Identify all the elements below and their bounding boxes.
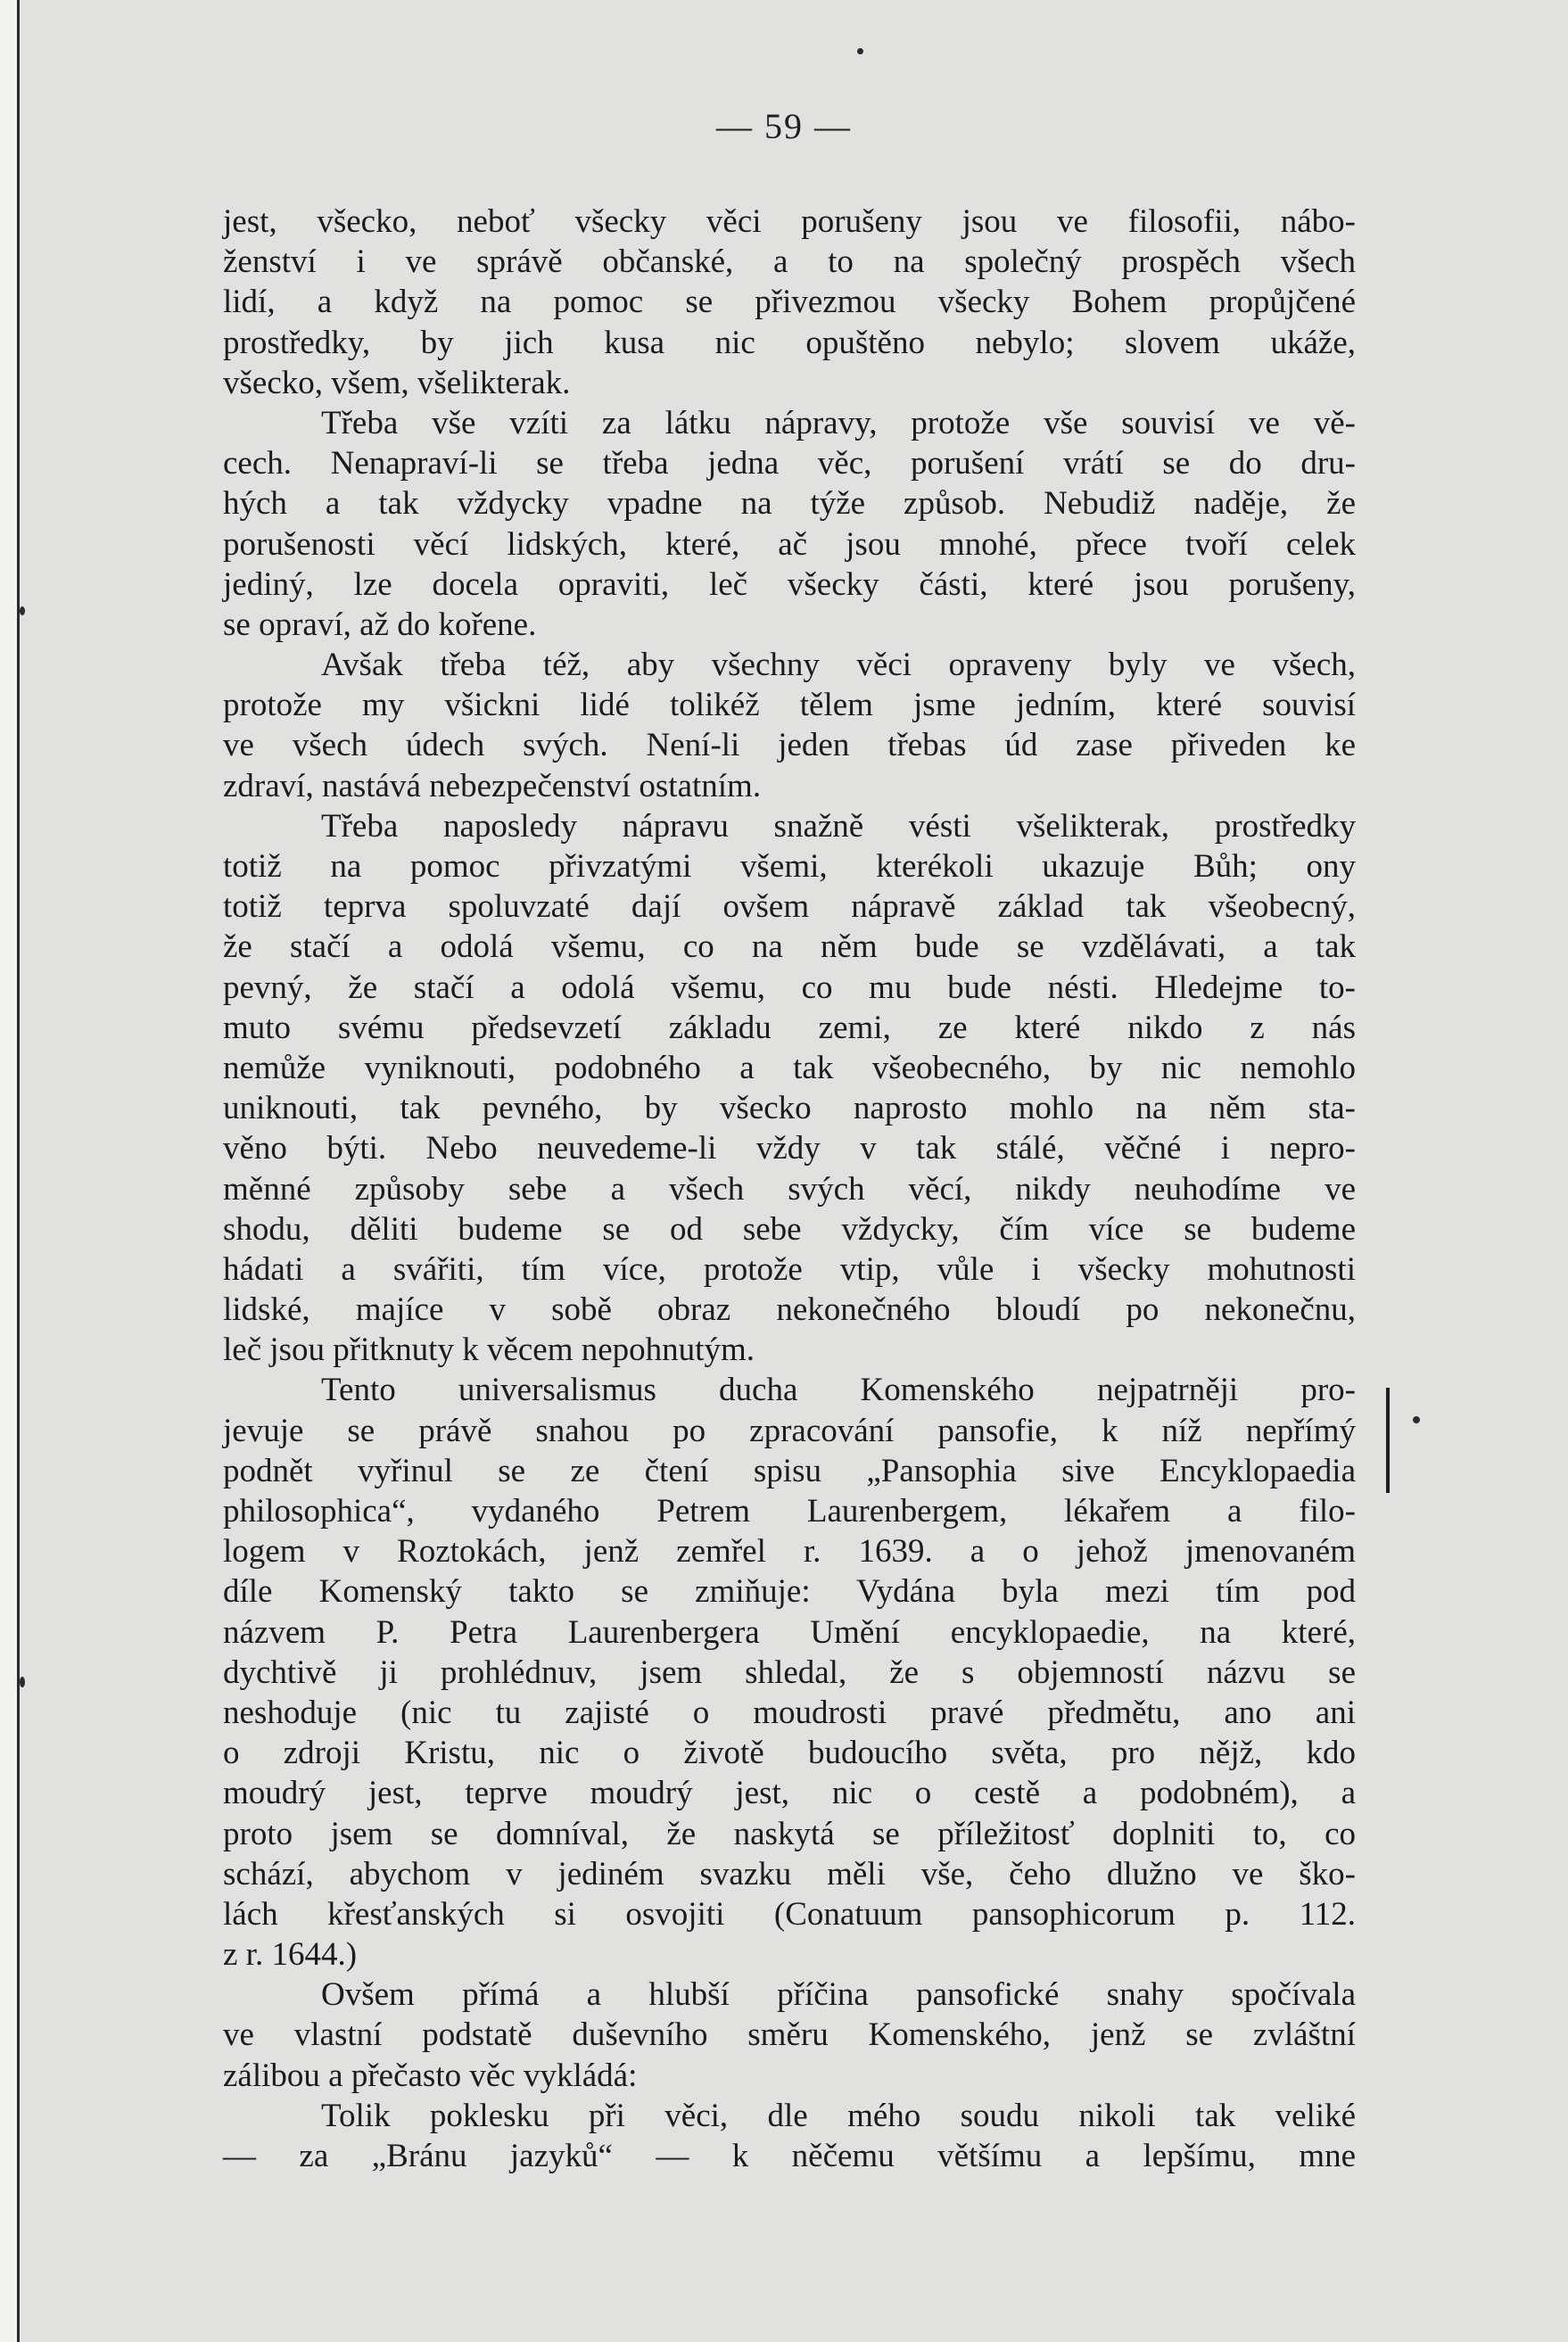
text-line: logem v Roztokách, jenž zemřel r. 1639. a o jehož jmenovaném <box>223 1533 1356 1571</box>
text-line: hých a tak vždycky vpadne na týže způsob. Nebudiž naděje, že <box>223 485 1356 523</box>
text-line: že stačí a odolá všemu, co na něm bude se vzdělávati, a tak <box>223 928 1356 966</box>
text-line: uniknouti, tak pevného, by všecko naprosto mohlo na něm sta- <box>223 1090 1356 1127</box>
ink-speck <box>857 48 863 54</box>
text-line: Tento universalismus ducha Komenského nejpatrněji pro- <box>321 1372 1356 1409</box>
text-line: cech. Nenapraví-li se třeba jedna věc, porušení vrátí se do dru- <box>223 445 1356 482</box>
page-binding-edge <box>0 0 20 2342</box>
text-line: o zdroji Kristu, nic o životě budoucího světa, pro nějž, kdo <box>223 1735 1356 1772</box>
text-line: shodu, děliti budeme se od sebe vždycky, čím více se budeme <box>223 1210 1356 1248</box>
text-line: díle Komenský takto se zmiňuje: Vydána byla mezi tím pod <box>223 1573 1356 1611</box>
text-line: dychtivě ji prohlédnuv, jsem shledal, že s objemností názvu se <box>223 1653 1356 1691</box>
text-line: se opraví, až do kořene. <box>223 606 537 643</box>
text-line: lidské, majíce v sobě obraz nekonečného bloudí po nekonečnu, <box>223 1291 1356 1329</box>
text-line: Třeba naposledy nápravu snažně vésti všelikterak, prostředky <box>321 807 1356 845</box>
text-line: totiž na pomoc přivzatými všemi, kterékoli ukazuje Bůh; ony <box>223 848 1356 885</box>
text-line: podnět vyřinul se ze čtení spisu „Pansophia sive Encyklopaedia <box>223 1452 1356 1489</box>
margin-mark <box>1386 1388 1390 1493</box>
text-line: schází, abychom v jediném svazku měli vše, čeho dlužno ve ško- <box>223 1855 1356 1893</box>
text-line: lách křesťanských si osvojiti (Conatuum pansophicorum p. 112. <box>223 1895 1356 1933</box>
ink-speck <box>1413 1416 1420 1423</box>
text-line: protože my všickni lidé tolikéž tělem jsme jedním, které souvisí <box>223 687 1356 724</box>
ink-speck <box>20 1677 25 1687</box>
text-line: Ovšem přímá a hlubší příčina pansofické snahy spočívala <box>321 1976 1356 2014</box>
text-line: muto svému předsevzetí základu zemi, ze které nikdo z nás <box>223 1009 1356 1046</box>
page-number: — 59 — <box>716 106 852 146</box>
text-line: názvem P. Petra Laurenbergera Umění encyklopaedie, na které, <box>223 1613 1356 1651</box>
text-line: proto jsem se domníval, že naskytá se příležitosť doplniti to, co <box>223 1815 1356 1852</box>
text-line: Tolik poklesku při věci, dle mého soudu nikoli tak veliké <box>321 2097 1356 2134</box>
text-line: ve vlastní podstatě duševního směru Komenského, jenž se zvláštní <box>223 2016 1356 2054</box>
text-line: zdraví, nastává nebezpečenství ostatním. <box>223 767 762 804</box>
text-line: totiž teprva spoluvzaté dají ovšem nápravě základ tak všeobecný, <box>223 888 1356 926</box>
text-line: pevný, že stačí a odolá všemu, co mu bude nésti. Hledejme to- <box>223 969 1356 1006</box>
text-line: philosophica“, vydaného Petrem Laurenbergem, lékařem a filo- <box>223 1493 1356 1530</box>
text-line: prostředky, by jich kusa nic opuštěno nebylo; slovem ukáže, <box>223 324 1356 361</box>
text-line: jevuje se právě snahou po zpracování pansofie, k níž nepřímý <box>223 1412 1356 1449</box>
text-line: jediný, lze docela opraviti, leč všecky části, které jsou porušeny, <box>223 565 1356 603</box>
text-line: všecko, všem, všelikterak. <box>223 364 571 401</box>
text-line: ženství i ve správě občanské, a to na společný prospěch všech <box>223 243 1356 281</box>
text-line: porušenosti věcí lidských, které, ač jsou mnohé, přece tvoří celek <box>223 525 1356 563</box>
body-text <box>223 202 1356 2176</box>
text-line: Třeba vše vzíti za látku nápravy, protože vše souvisí ve vě- <box>321 404 1356 441</box>
text-line: nemůže vyniknouti, podobného a tak všeobecného, by nic nemohlo <box>223 1049 1356 1086</box>
text-line: věno býti. Nebo neuvedeme-li vždy v tak stálé, věčné i nepro- <box>223 1130 1356 1167</box>
text-line: Avšak třeba též, aby všechny věci opraveny byly ve všech, <box>321 647 1356 684</box>
text-line: lidí, a když na pomoc se přivezmou všecky Bohem propůjčené <box>223 284 1356 321</box>
text-line: — za „Bránu jazyků“ — k něčemu většímu a lepšímu, mne <box>223 2138 1356 2174</box>
text-line: zálibou a přečasto věc vykládá: <box>223 2057 638 2094</box>
text-line: neshoduje (nic tu zajisté o moudrosti pravé předmětu, ano ani <box>223 1694 1356 1731</box>
text-line: z r. 1644.) <box>223 1936 358 1974</box>
text-line: hádati a svářiti, tím více, protože vtip, vůle i všecky mohutnosti <box>223 1250 1356 1288</box>
ink-speck <box>20 606 25 615</box>
text-line: moudrý jest, teprve moudrý jest, nic o cestě a podobném), a <box>223 1775 1356 1812</box>
text-line: leč jsou přitknuty k věcem nepohnutým. <box>223 1332 755 1369</box>
text-line: jest, všecko, neboť všecky věci porušeny jsou ve filosofii, nábo- <box>223 203 1356 240</box>
text-line: měnné způsoby sebe a všech svých věcí, nikdy neuhodíme ve <box>223 1170 1356 1208</box>
text-line: ve všech údech svých. Není-li jeden třebas úd zase přiveden ke <box>223 727 1356 764</box>
